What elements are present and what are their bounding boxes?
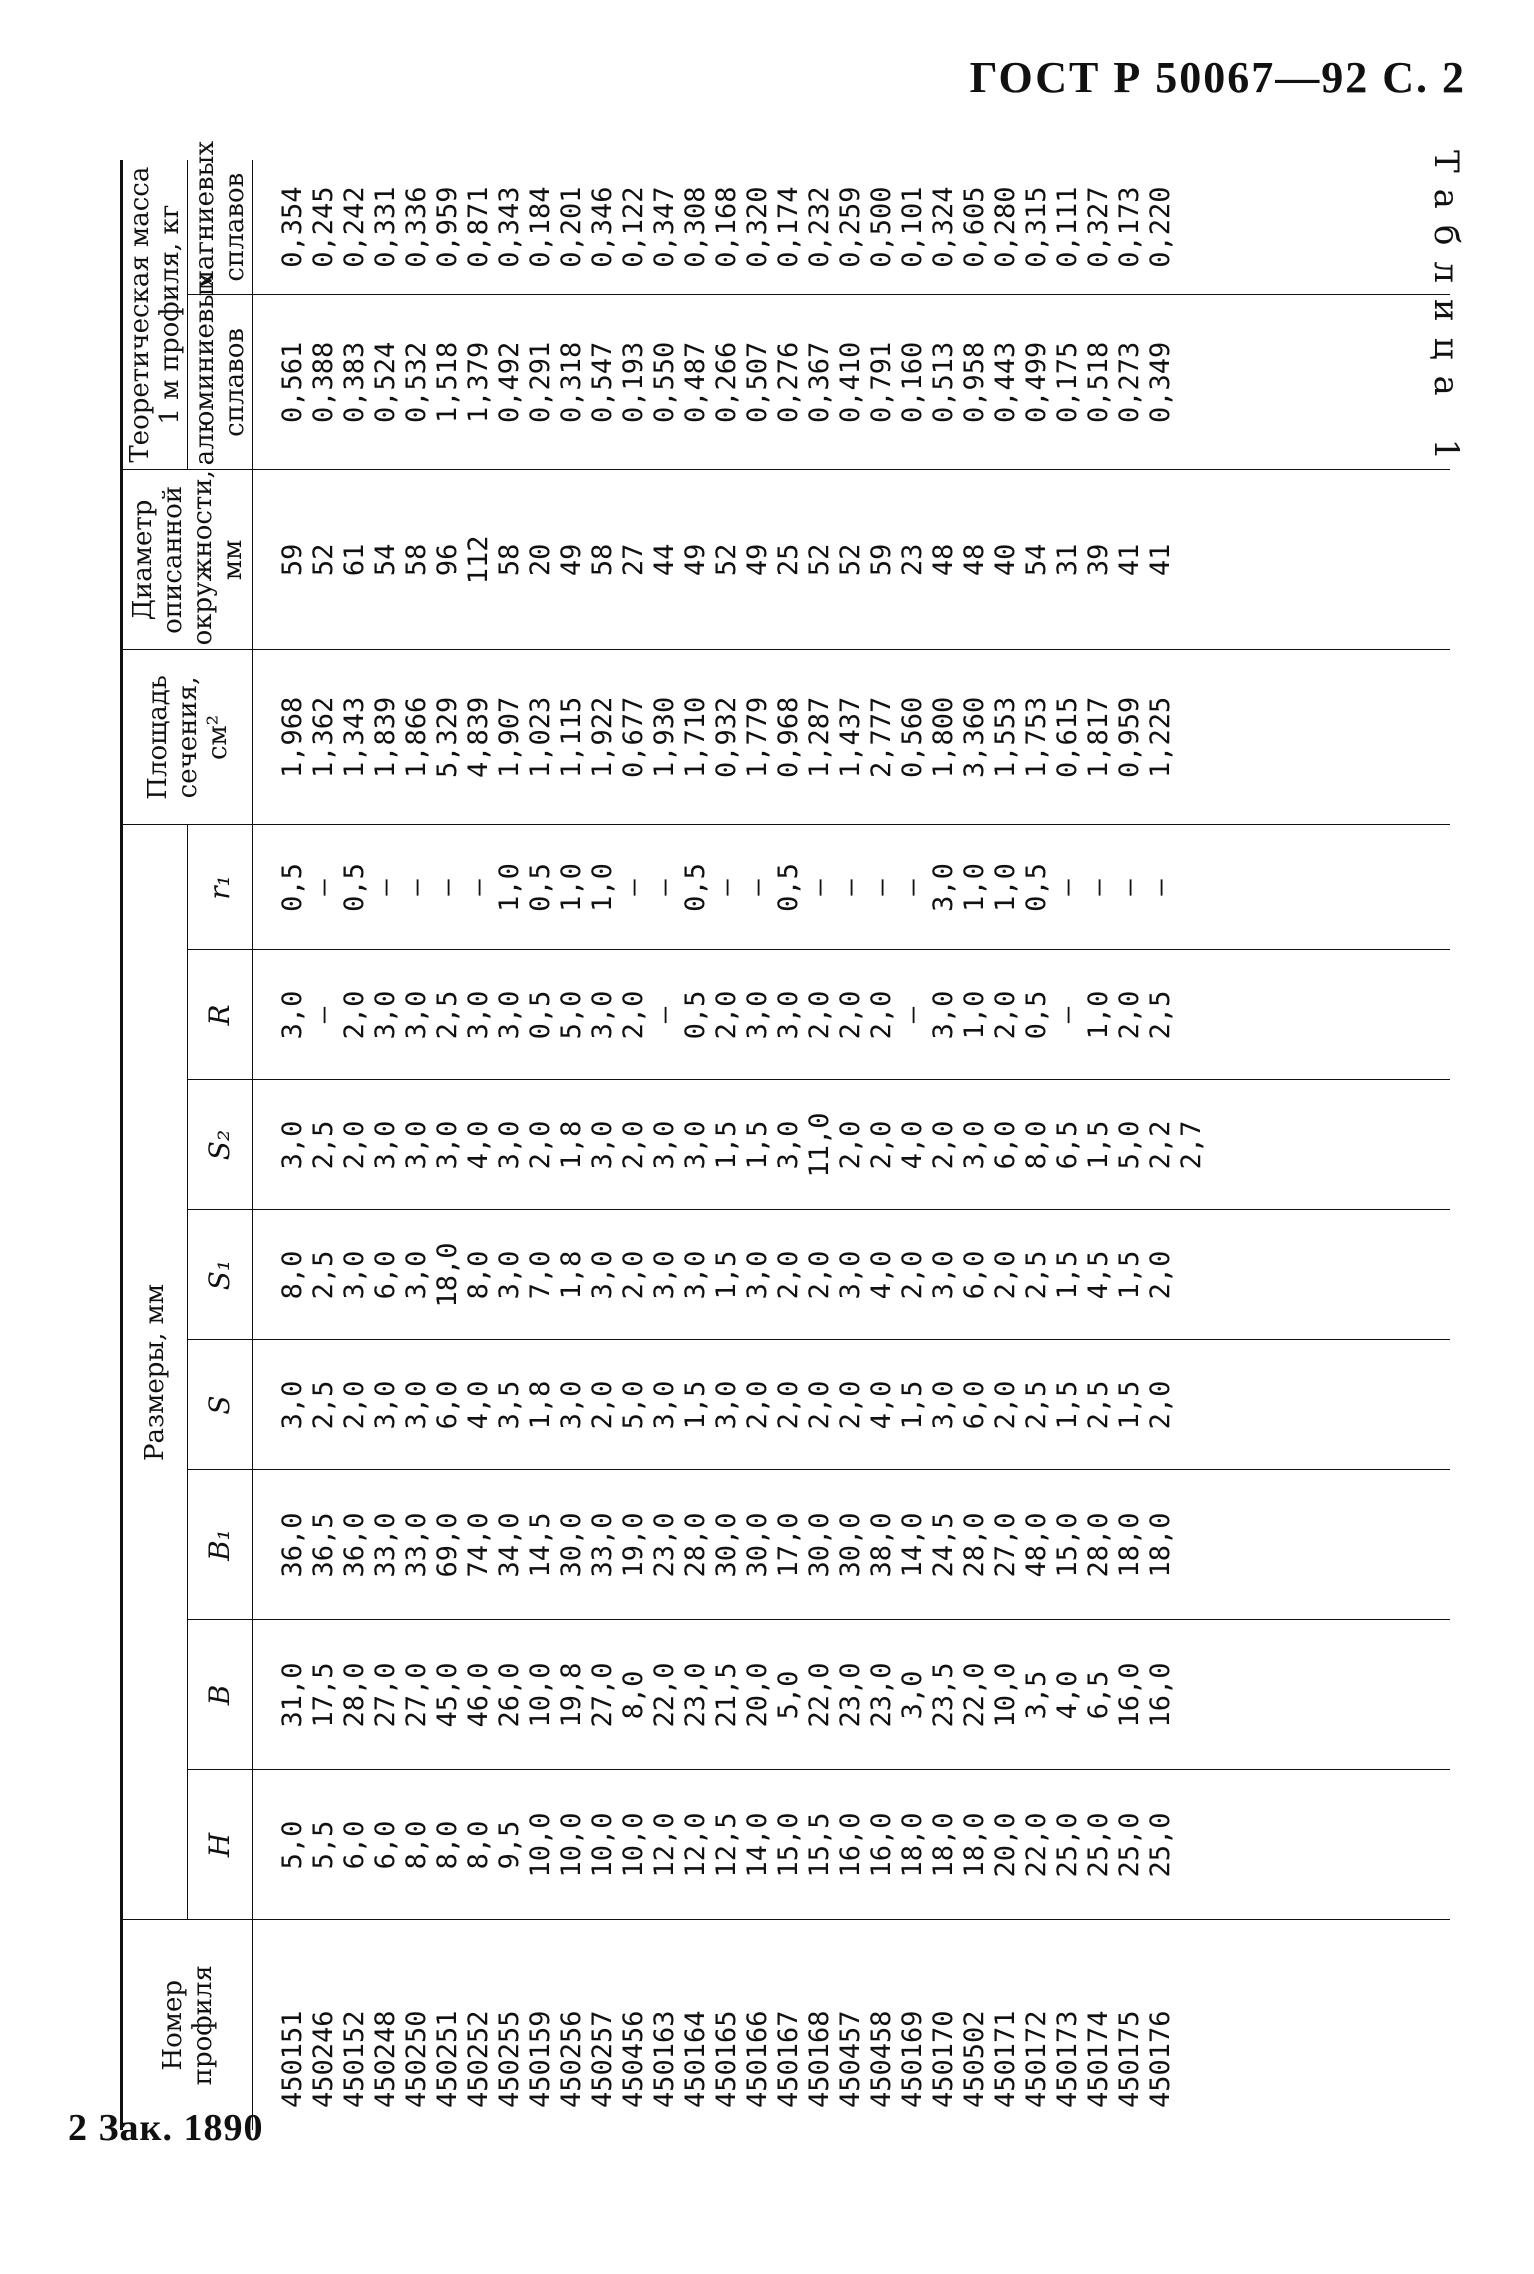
page-footer: 2 Зак. 1890 [68, 2107, 264, 2149]
column-profile-number: 450151 450246 450152 450248 450250 450251 450252 450255 450159 450256 450257 450456 450163 450164 450165 450166 450167 450168 450457 450458 450169 450170 450502 450171 450172 450173 450174 450175 450176 [253, 1920, 1451, 2130]
header-mass-aluminium: алюминиевых сплавов [188, 295, 253, 470]
header-r1: r₁ [188, 825, 253, 950]
header-area: Площадь сечения, см² [122, 650, 253, 825]
column-b1: 36,0 36,5 36,0 33,0 33,0 69,0 74,0 34,0 14,5 30,0 33,0 19,0 23,0 28,0 30,0 30,0 17,0 30,0 30,0 38,0 14,0 24,5 28,0 27,0 48,0 15,0 28,0 18,0 18,0 [253, 1470, 1451, 1620]
header-mass-magnesium: магниевых сплавов [188, 160, 253, 295]
table-caption: Таблица 1 [1426, 150, 1466, 477]
header-dimensions: Размеры, мм [122, 825, 188, 1920]
column-s: 3,0 2,5 2,0 3,0 3,0 6,0 4,0 3,5 1,8 3,0 2,0 5,0 3,0 1,5 3,0 2,0 2,0 2,0 2,0 4,0 1,5 3,0 6,0 2,0 2,5 1,5 2,5 1,5 2,0 [253, 1340, 1451, 1470]
column-r1: 0,5 — 0,5 — — — — 1,0 0,5 1,0 1,0 — — 0,5 — — 0,5 — — — — 3,0 1,0 1,0 0,5 — — — — [253, 825, 1451, 950]
column-mass-aluminium: 0,561 0,388 0,383 0,524 0,532 1,518 1,379 0,492 0,291 0,318 0,547 0,193 0,550 0,487 0,266 0,507 0,276 0,367 0,410 0,791 0,160 0,513 0,958 0,443 0,499 0,175 0,518 0,273 0,349 [253, 295, 1451, 470]
header-diameter: Диаметр описанной окружности, мм [122, 470, 253, 650]
header-s1: S₁ [188, 1210, 253, 1340]
header-mass: Теоретическая масса 1 м профиля, кг [122, 160, 188, 470]
column-diameter: 59 52 61 54 58 96 112 58 20 49 58 27 44 49 52 49 25 52 52 59 23 48 48 40 54 31 39 41 41 [253, 470, 1451, 650]
header-r: R [188, 950, 253, 1080]
header-b1: B₁ [188, 1470, 253, 1620]
column-area: 1,968 1,362 1,343 1,839 1,866 5,329 4,839 1,907 1,023 1,115 1,922 0,677 1,930 1,710 0,932 1,779 0,968 1,287 1,437 2,777 0,560 1,800 3,360 1,553 1,753 0,615 1,817 0,959 1,225 [253, 650, 1451, 825]
column-r: 3,0 — 2,0 3,0 3,0 2,5 3,0 3,0 0,5 5,0 3,0 2,0 — 0,5 2,0 3,0 3,0 2,0 2,0 2,0 — 3,0 1,0 2,0 0,5 — 1,0 2,0 2,5 [253, 950, 1451, 1080]
rotated-table-wrapper [120, 141, 1450, 2130]
table-body-row [253, 160, 1451, 2130]
column-h: 5,0 5,5 6,0 6,0 8,0 8,0 8,0 9,5 10,0 10,0 10,0 10,0 12,0 12,0 12,5 14,0 15,0 15,5 16,0 16,0 18,0 18,0 18,0 20,0 22,0 25,0 25,0 25,0 25,0 [253, 1770, 1451, 1920]
header-s2: S₂ [188, 1080, 253, 1210]
header-s: S [188, 1340, 253, 1470]
column-mass-magnesium: 0,354 0,245 0,242 0,331 0,336 0,959 0,871 0,343 0,184 0,201 0,346 0,122 0,347 0,308 0,168 0,320 0,174 0,232 0,259 0,500 0,101 0,324 0,605 0,280 0,315 0,111 0,327 0,173 0,220 [253, 160, 1451, 295]
page-header: ГОСТ Р 50067—92 С. 2 [969, 53, 1466, 102]
column-s2: 3,0 2,5 2,0 3,0 3,0 3,0 4,0 3,0 2,0 1,8 3,0 2,0 3,0 3,0 1,5 1,5 3,0 11,0 2,0 2,0 4,0 2,0 3,0 6,0 8,0 6,5 1,5 5,0 2,2 2,7 [253, 1080, 1451, 1210]
column-s1: 8,0 2,5 3,0 6,0 3,0 18,0 8,0 3,0 7,0 1,8 3,0 2,0 3,0 3,0 1,5 3,0 2,0 2,0 3,0 4,0 2,0 3,0 6,0 2,0 2,5 1,5 4,5 1,5 2,0 [253, 1210, 1451, 1340]
header-b: B [188, 1620, 253, 1770]
column-b: 31,0 17,5 28,0 27,0 27,0 45,0 46,0 26,0 10,0 19,8 27,0 8,0 22,0 23,0 21,5 20,0 5,0 22,0 23,0 23,0 3,0 23,5 22,0 10,0 3,5 4,0 6,5 16,0 16,0 [253, 1620, 1451, 1770]
header-profile-number: Номер профиля [122, 1920, 253, 2130]
profile-data-table [120, 141, 1450, 2130]
header-h: H [188, 1770, 253, 1920]
